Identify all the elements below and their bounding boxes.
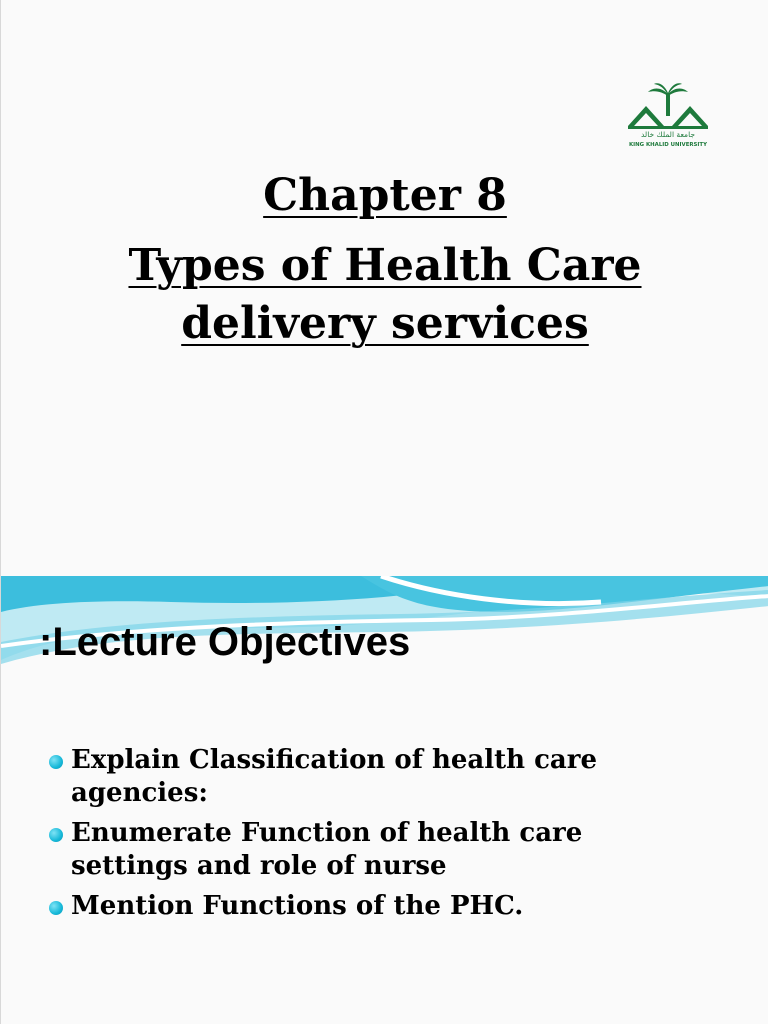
bullet-dot-icon — [49, 828, 63, 842]
bullet-dot-icon — [49, 755, 63, 769]
king-khalid-university-logo — [624, 82, 712, 148]
list-item — [49, 817, 689, 883]
logo-arabic-text: جامعة الملك خالد — [641, 130, 695, 139]
objectives-list — [49, 744, 689, 930]
list-item — [49, 890, 689, 923]
objective-text: Explain Classification of health care agencies: — [71, 745, 598, 808]
title-line-types: Types of Health Care — [128, 240, 642, 291]
title-line-delivery: delivery services — [181, 298, 589, 349]
objective-text: Enumerate Function of health care settings and role of nurse — [71, 818, 583, 881]
objective-text: Mention Functions of the PHC. — [71, 891, 524, 921]
objectives-slide — [0, 576, 768, 1024]
slide-title — [1, 168, 768, 352]
list-item — [49, 744, 689, 810]
logo-english-text: KING KHALID UNIVERSITY — [628, 142, 708, 148]
objectives-heading: :Lecture Objectives — [39, 620, 411, 664]
chapter-number: Chapter 8 — [263, 170, 507, 221]
bullet-dot-icon — [49, 901, 63, 915]
